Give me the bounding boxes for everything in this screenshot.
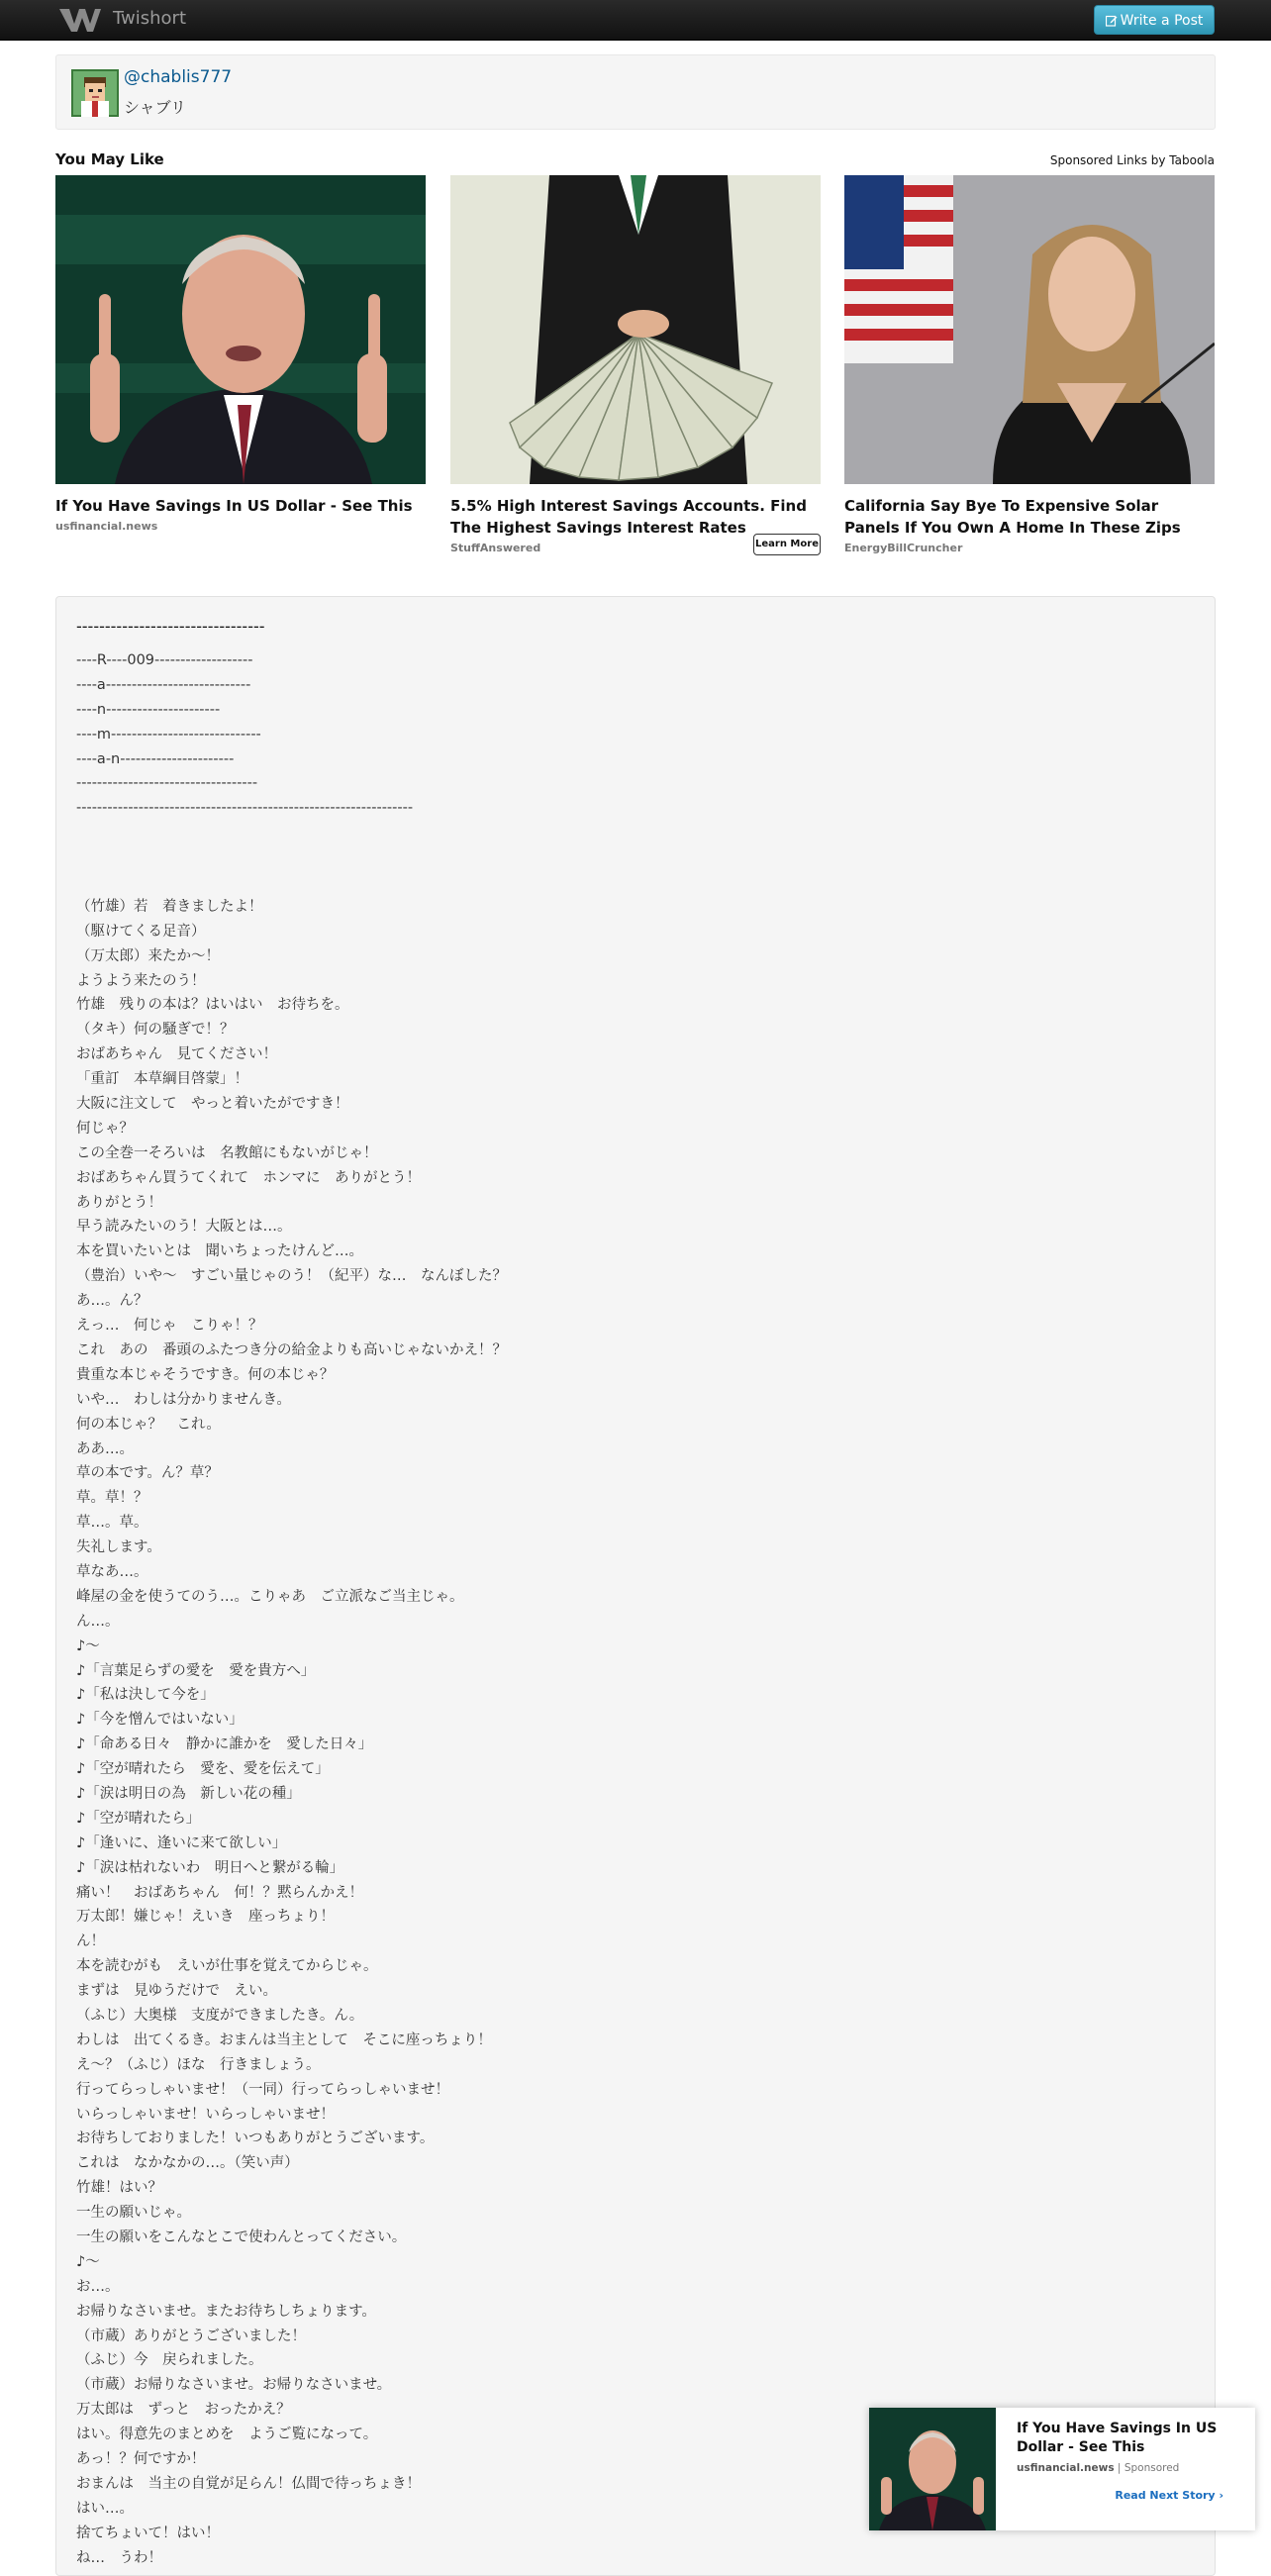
popup-sponsored-label: Sponsored	[1124, 2462, 1180, 2474]
post-line: え～？（ふじ）ほな 行きましょう。	[76, 2056, 321, 2073]
post-line: これ あの 番頭のふたつき分の給金よりも高いじゃないかえ！？	[76, 1341, 507, 1358]
post-line: （万太郎）来たか～！	[76, 947, 220, 964]
read-next-story-label: Read Next Story	[1115, 2489, 1216, 2502]
post-line: 「重訂 本草綱目啓蒙」！	[76, 1071, 248, 1088]
recommendation-headline[interactable]: 5.5% High Interest Savings Accounts. Find The Highest Savings Interest Rates	[450, 497, 807, 537]
post-line: おばあちゃん 見てください！	[76, 1046, 277, 1063]
post-line: ♪「逢いに、逢いに来て欲しい」	[76, 1834, 287, 1851]
post-line: 竹雄 残りの本は？はいはい お待ちを。	[76, 997, 349, 1014]
post-line: いや… わしは分かりませんき。	[76, 1391, 291, 1408]
post-line: （駆けてくる足音）	[76, 923, 206, 940]
post-line: （市蔵）お帰りなさいませ。お帰りなさいませ。	[76, 2377, 392, 2394]
post-line: ♪「涙は枯れないわ 明日へと繋がる輪」	[76, 1859, 344, 1876]
post-content-panel	[55, 596, 1216, 2576]
post-line: ♪「言葉足らずの愛を 愛を貴方へ」	[76, 1662, 316, 1679]
post-line: おまんは 当主の自覚が足らん！仏間で待っちょき！	[76, 2475, 421, 2492]
author-handle[interactable]: @chablis777	[124, 67, 233, 87]
money-fan-thumbnail	[450, 175, 821, 484]
recommendation-card[interactable]	[450, 175, 821, 554]
post-line: わしは 出てくるき。おまんは当主として そこに座っちょり！	[76, 2031, 492, 2048]
post-line: ♪「涙は明日の為 新しい花の種」	[76, 1785, 301, 1802]
post-line: お帰りなさいませ。またお待ちしちょります。	[76, 2303, 376, 2320]
recommendation-headline[interactable]: California Say Bye To Expensive Solar Panels If You Own A Home In These Zips	[844, 497, 1181, 537]
recommendations-title: You May Like	[55, 150, 164, 168]
post-line: おばあちゃん買うてくれて ホンマに ありがとう！	[76, 1169, 421, 1186]
post-line: （市蔵）ありがとうございました！	[76, 2328, 306, 2344]
post-line: 竹雄！はい？	[76, 2180, 162, 2197]
recommendation-source: StuffAnswered	[450, 542, 541, 554]
post-body	[76, 648, 507, 2570]
post-line	[76, 821, 507, 845]
post-line: 草…。草。	[76, 1515, 148, 1532]
post-line: お待ちしておりました！いつもありがとうございます。	[76, 2130, 435, 2147]
post-line: （タキ）何の騒ぎで！？	[76, 1022, 235, 1039]
post-line: ん！	[76, 1933, 105, 1950]
post-line: -----------------------------------	[76, 775, 258, 792]
twishort-logo-icon[interactable]	[57, 6, 103, 34]
post-heading: ---------------------------------	[76, 617, 265, 636]
post-line: （ふじ）今 戻られました。	[76, 2352, 263, 2369]
post-line: -----------------------------------------------------------------	[76, 800, 414, 817]
post-line: これは なかなかの…。（笑い声）	[76, 2155, 299, 2172]
post-line: いらっしゃいませ！いらっしゃいませ！	[76, 2106, 335, 2123]
post-line: ♪「空が晴れたら」	[76, 1810, 201, 1827]
man-speaking-thumbnail	[55, 175, 426, 484]
post-line: （豊治）いや～ すごい量じゃのう！（紀平）な… なんぼした？	[76, 1268, 507, 1285]
post-line: ん…。	[76, 1613, 120, 1630]
write-post-label: Write a Post	[1120, 13, 1204, 29]
post-line: ね… うわ！	[76, 2549, 162, 2566]
popup-headline[interactable]: If You Have Savings In US Dollar - See This	[1017, 2421, 1218, 2455]
post-line: ----n----------------------	[76, 701, 221, 718]
post-line: 行ってらっしゃいませ！（一同）行ってらっしゃいませ！	[76, 2081, 449, 2098]
avatar[interactable]	[71, 69, 119, 117]
post-line: 草なあ…。	[76, 1563, 148, 1580]
recommendation-card[interactable]	[844, 175, 1215, 554]
edit-icon	[1106, 15, 1118, 27]
post-line: ----m-----------------------------	[76, 726, 261, 743]
post-line: 草。草！？	[76, 1490, 148, 1507]
popup-thumbnail	[869, 2408, 996, 2530]
post-line: えっ… 何じゃ こりゃ！？	[76, 1318, 263, 1335]
write-post-button[interactable]	[1094, 5, 1215, 35]
post-line: この全巻一そろいは 名教館にもないがじゃ！	[76, 1144, 378, 1161]
learn-more-button[interactable]: Learn More	[753, 534, 821, 555]
recommendation-source: EnergyBillCruncher	[844, 542, 963, 554]
post-line	[76, 870, 507, 895]
post-line: 本を読むがも えいが仕事を覚えてからじゃ。	[76, 1958, 378, 1975]
post-line: お…。	[76, 2278, 120, 2295]
post-line: ----a----------------------------	[76, 676, 251, 693]
post-line: 万太郎は ずっと おったかえ？	[76, 2402, 291, 2419]
post-line: はい。得意先のまとめを ようご覧になって。	[76, 2427, 378, 2443]
next-story-popup[interactable]	[869, 2408, 1255, 2530]
post-line: （ふじ）大奥様 支度ができましたき。ん。	[76, 2007, 364, 2024]
post-line: 何の本じゃ？ これ。	[76, 1416, 221, 1433]
post-line: ♪「私は決して今を」	[76, 1687, 215, 1704]
post-line: ああ…。	[76, 1440, 134, 1457]
post-line: 失礼します。	[76, 1539, 161, 1556]
recommendation-source: usfinancial.news	[55, 520, 158, 533]
post-line: ♪「空が晴れたら 愛を、愛を伝えて」	[76, 1761, 330, 1778]
post-line	[76, 845, 507, 870]
popup-source-name: usfinancial.news	[1017, 2462, 1115, 2474]
woman-flag-thumbnail	[844, 175, 1215, 484]
post-line: 貴重な本じゃそうですき。何の本じゃ？	[76, 1366, 335, 1383]
post-line: 捨てちょいて！はい！	[76, 2525, 220, 2541]
post-line: 早う読みたいのう！大阪とは…。	[76, 1219, 292, 1236]
recommendation-card[interactable]	[55, 175, 426, 533]
author-display-name: シャブリ	[124, 98, 187, 117]
post-line: 本を買いたいとは 聞いちょったけんど…。	[76, 1243, 363, 1260]
read-next-story-link[interactable]	[1115, 2489, 1223, 2502]
post-line: 何じゃ？	[76, 1120, 134, 1137]
author-card	[55, 54, 1216, 130]
post-line: はい…。	[76, 2500, 134, 2517]
sponsored-links-label[interactable]: Sponsored Links by Taboola	[1049, 153, 1215, 167]
post-line: ♪「今を憎んではいない」	[76, 1712, 244, 1729]
post-line: 一生の願いじゃ。	[76, 2205, 191, 2222]
chevron-right-icon: ›	[1219, 2489, 1223, 2502]
post-line: 万太郎！嫌じゃ！えいき 座っちょり！	[76, 1909, 335, 1926]
post-line: ♪～	[76, 1637, 100, 1654]
popup-source: usfinancial.news | Sponsored	[1017, 2462, 1180, 2474]
post-line: 大阪に注文して やっと着いたがですき！	[76, 1096, 349, 1113]
top-navbar	[0, 0, 1271, 41]
post-line: ありがとう！	[76, 1194, 162, 1211]
post-line: ようよう来たのう！	[76, 972, 206, 989]
post-line: ♪～	[76, 2253, 100, 2270]
post-line: あ…。ん？	[76, 1293, 148, 1310]
post-line: ----R----009-------------------	[76, 652, 253, 668]
post-line: ----a-n----------------------	[76, 750, 235, 767]
post-line: 一生の願いをこんなとこで使わんとってください。	[76, 2229, 407, 2245]
recommendation-headline[interactable]: If You Have Savings In US Dollar - See This	[55, 497, 413, 515]
post-line: 痛い！ おばあちゃん 何！？黙らんかえ！	[76, 1884, 363, 1901]
post-line: まずは 見ゆうだけで えい。	[76, 1983, 277, 2000]
post-line: ♪「命ある日々 静かに誰かを 愛した日々」	[76, 1736, 373, 1753]
post-line: 峰屋の金を使うてのう…。こりゃあ ご立派なご当主じゃ。	[76, 1588, 464, 1605]
post-line: （竹雄）若 着きましたよ！	[76, 898, 263, 915]
post-line: 草の本です。ん？草？	[76, 1465, 219, 1482]
post-line: あっ！？何ですか！	[76, 2451, 206, 2468]
brand-name[interactable]: Twishort	[113, 8, 186, 29]
